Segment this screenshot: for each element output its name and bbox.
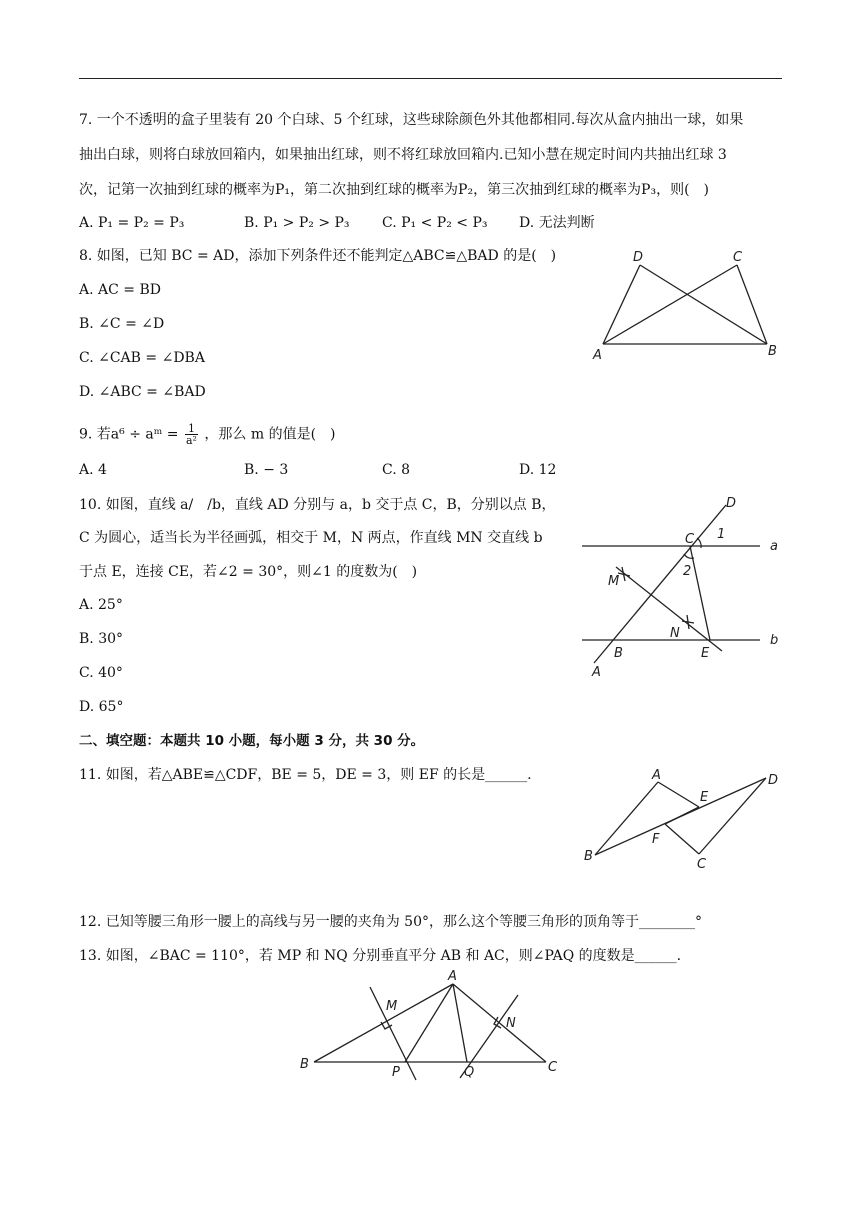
q13-label-p: P [392, 1065, 400, 1080]
q11-label-e: E [700, 790, 709, 805]
q9-option-a: A. 4 [79, 462, 107, 478]
q9-option-b: B. − 3 [244, 462, 289, 478]
q8-figure [585, 245, 790, 370]
q10-label-e: E [701, 646, 710, 661]
q13-label-q: Q [464, 1065, 475, 1080]
section-2-title: 二、填空题：本题共 10 小题，每小题 3 分，共 30 分。 [79, 733, 425, 749]
q8-label-a: A [593, 348, 602, 363]
q9-option-d: D. 12 [519, 462, 557, 478]
q10-label-d: D [726, 496, 737, 511]
q10-label-m: M [608, 574, 620, 589]
q10-figure [578, 493, 783, 683]
q8-option-d: D. ∠ABC = ∠BAD [79, 384, 206, 400]
q10-option-c: C. 40° [79, 665, 123, 681]
q11-label-b: B [584, 849, 593, 864]
q10-line-3: 于点 E，连接 CE，若∠2 = 30°，则∠1 的度数为( ) [79, 564, 418, 580]
q10-line-1: 10. 如图，直线 a/ /b，直线 AD 分别与 a，b 交于点 C，B，分别以点 B， [79, 497, 556, 513]
q10-label-1: 1 [717, 527, 726, 542]
q11-stem: 11. 如图，若△ABE≌△CDF，BE = 5，DE = 3，则 EF 的长是______. [79, 767, 532, 783]
q13-label-b: B [300, 1057, 309, 1072]
q10-option-a: A. 25° [79, 597, 123, 613]
q8-label-c: C [733, 250, 743, 265]
q11-label-c: C [697, 857, 707, 872]
q10-label-2: 2 [683, 564, 692, 579]
q9-stem-pre: 9. 若a⁶ ÷ aᵐ = [79, 426, 179, 443]
q10-label-b: b [770, 633, 779, 648]
q9-fraction-numerator: 1 [185, 423, 198, 435]
q10-label-c: C [685, 532, 695, 547]
q13-figure [298, 965, 568, 1090]
q10-label-a: a [770, 539, 778, 554]
q10-label-point-a: A [592, 665, 601, 680]
q11-label-a: A [652, 768, 661, 783]
q7-option-a: A. P₁ = P₂ = P₃ [79, 215, 185, 231]
q8-label-d: D [633, 250, 644, 265]
q13-label-c: C [548, 1060, 558, 1075]
q10-line-2: C 为圆心，适当长为半径画弧，相交于 M，N 两点，作直线 MN 交直线 b [79, 530, 543, 546]
q7-option-d: D. 无法判断 [519, 215, 595, 231]
q9-option-c: C. 8 [382, 462, 411, 478]
q13-label-n: N [506, 1016, 516, 1031]
q7-line-1: 7. 一个不透明的盒子里装有 20 个白球、5 个红球，这些球除颜色外其他都相同.每次从盒内抽出一球，如果 [79, 112, 744, 128]
q7-line-2: 抽出白球，则将白球放回箱内，如果抽出红球，则不将红球放回箱内.已知小慧在规定时间内共抽出红球 3 [79, 147, 727, 163]
q8-label-b: B [768, 344, 777, 359]
q7-line-3: 次，记第一次抽到红球的概率为P₁，第二次抽到红球的概率为P₂，第三次抽到红球的概率为P₃，则( ) [79, 182, 710, 198]
q8-stem: 8. 如图，已知 BC = AD，添加下列条件还不能判定△ABC≌△BAD 的是( ) [79, 248, 557, 264]
q10-option-d: D. 65° [79, 699, 124, 715]
q9-fraction [185, 423, 198, 446]
q7-option-b: B. P₁ > P₂ > P₃ [244, 215, 350, 231]
q9-fraction-denominator: a² [185, 434, 197, 447]
q13-label-a: A [448, 969, 457, 984]
q10-label-n: N [670, 626, 680, 641]
q10-label-point-b: B [614, 646, 623, 661]
q8-option-c: C. ∠CAB = ∠DBA [79, 350, 205, 366]
q9-stem-post: ，那么 m 的值是( ) [204, 426, 336, 443]
q13-stem: 13. 如图，∠BAC = 110°，若 MP 和 NQ 分别垂直平分 AB 和 AC，则∠PAQ 的度数是______. [79, 948, 682, 964]
header-rule [79, 78, 782, 79]
q8-option-b: B. ∠C = ∠D [79, 316, 165, 332]
q11-label-d: D [768, 773, 779, 788]
q7-option-c: C. P₁ < P₂ < P₃ [382, 215, 488, 231]
q13-label-m: M [386, 999, 398, 1014]
q10-option-b: B. 30° [79, 631, 124, 647]
q8-option-a: A. AC = BD [79, 282, 161, 298]
q11-label-f: F [652, 832, 660, 847]
q9-stem [79, 423, 336, 446]
q12-stem: 12. 已知等腰三角形一腰上的高线与另一腰的夹角为 50°，那么这个等腰三角形的顶角等于________° [79, 914, 702, 930]
q11-figure [580, 764, 785, 874]
